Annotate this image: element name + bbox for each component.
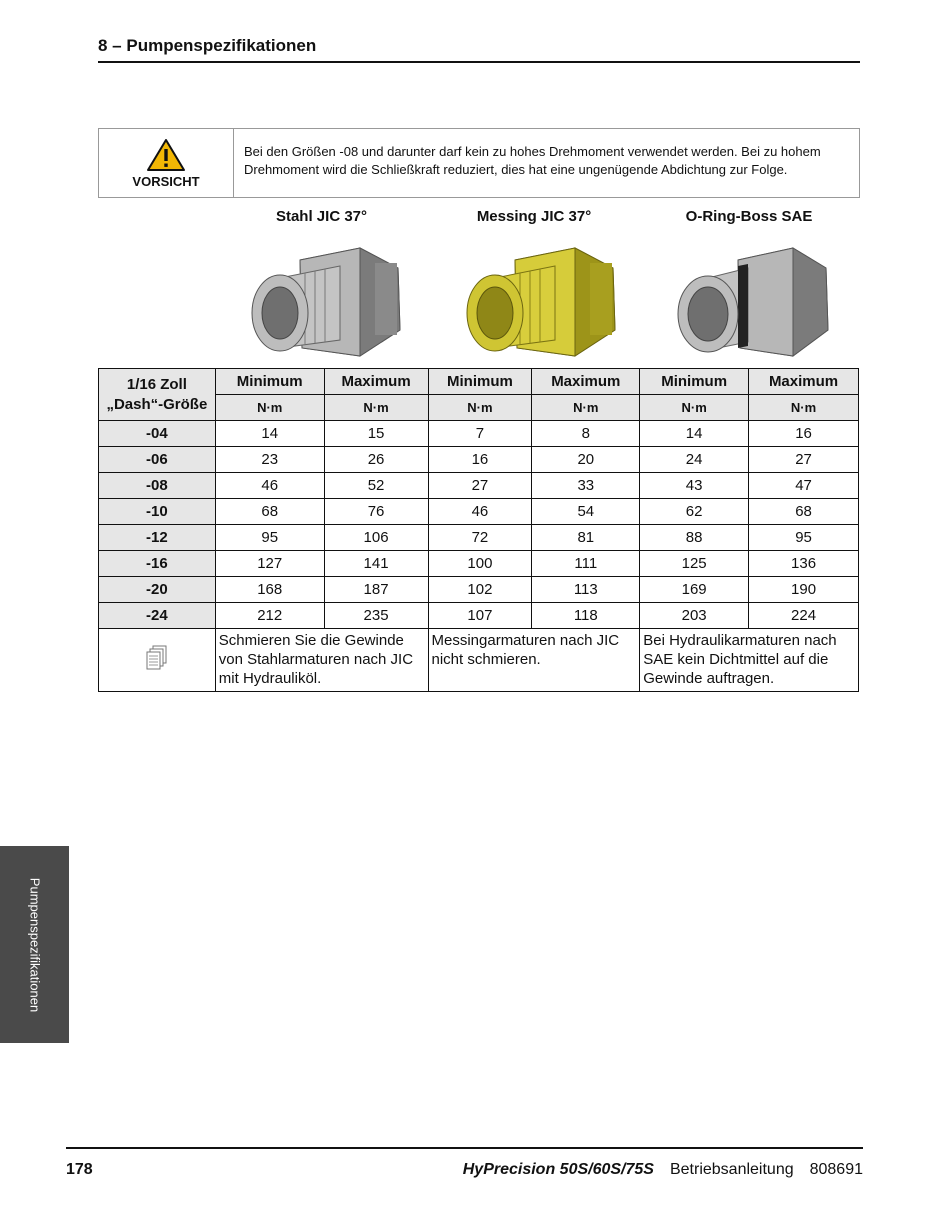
unit-header: N·m [640, 395, 749, 421]
document-stack-icon [146, 645, 168, 671]
page-footer [66, 1147, 863, 1179]
column-title-steel: Stahl JIC 37° [275, 208, 368, 225]
torque-value-cell: 212 [215, 603, 324, 629]
torque-value-cell: 95 [215, 525, 324, 551]
torque-value-cell: 15 [324, 421, 428, 447]
torque-value-cell: 14 [640, 421, 749, 447]
caution-box [98, 128, 860, 198]
dash-size-cell: -06 [99, 447, 216, 473]
document-type: Betriebsanleitung [669, 1161, 794, 1178]
notes-row [99, 629, 859, 692]
dash-size-cell: -20 [99, 577, 216, 603]
torque-value-cell: 224 [749, 603, 859, 629]
min-header: Minimum [215, 369, 324, 395]
table-row [99, 473, 859, 499]
torque-value-cell: 16 [749, 421, 859, 447]
page-number: 178 [66, 1161, 93, 1178]
max-header: Maximum [324, 369, 428, 395]
caution-label: VORSICHT [132, 173, 200, 189]
note-steel: Schmieren Sie die Gewinde von Stahlarmaturen nach JIC mit Hydrauliköl. [215, 629, 428, 692]
column-title-brass: Messing JIC 37° [476, 208, 592, 225]
torque-value-cell: 136 [749, 551, 859, 577]
min-header: Minimum [428, 369, 532, 395]
dash-size-cell: -10 [99, 499, 216, 525]
torque-value-cell: 62 [640, 499, 749, 525]
torque-table [98, 368, 859, 692]
note-oring: Bei Hydraulikarmaturen nach SAE kein Dichtmittel auf die Gewinde auftragen. [640, 629, 859, 692]
page-header: 8 – Pumpenspezifikationen [98, 36, 860, 63]
torque-value-cell: 203 [640, 603, 749, 629]
document-number: 808691 [809, 1161, 863, 1178]
torque-value-cell: 107 [428, 603, 532, 629]
torque-value-cell: 102 [428, 577, 532, 603]
torque-value-cell: 8 [532, 421, 640, 447]
table-row [99, 551, 859, 577]
caution-text: Bei den Größen -08 und darunter darf kein zu hohes Drehmoment verwendet werden. Bei zu hohem Drehmoment wird die Schließkraft reduziert, dies hat eine ungenügende Abdichtung zur Folge. [244, 144, 821, 177]
table-row [99, 577, 859, 603]
max-header: Maximum [532, 369, 640, 395]
side-tab-label: Pumpenspezifikationen [27, 877, 42, 1012]
torque-value-cell: 169 [640, 577, 749, 603]
torque-value-cell: 47 [749, 473, 859, 499]
note-brass: Messingarmaturen nach JIC nicht schmieren. [428, 629, 640, 692]
unit-header: N·m [428, 395, 532, 421]
unit-header: N·m [324, 395, 428, 421]
torque-value-cell: 187 [324, 577, 428, 603]
chapter-side-tab [0, 846, 69, 1043]
torque-value-cell: 190 [749, 577, 859, 603]
dash-size-cell: -12 [99, 525, 216, 551]
torque-value-cell: 46 [215, 473, 324, 499]
torque-value-cell: 106 [324, 525, 428, 551]
dash-size-header-line1: 1/16 Zoll [126, 375, 187, 393]
table-header-row [99, 369, 859, 395]
unit-header: N·m [532, 395, 640, 421]
torque-value-cell: 16 [428, 447, 532, 473]
oring-boss-fitting-image [668, 238, 838, 366]
torque-value-cell: 46 [428, 499, 532, 525]
torque-value-cell: 88 [640, 525, 749, 551]
max-header: Maximum [749, 369, 859, 395]
column-title-oring: O-Ring-Boss SAE [685, 208, 813, 225]
torque-value-cell: 33 [532, 473, 640, 499]
torque-value-cell: 68 [749, 499, 859, 525]
torque-value-cell: 141 [324, 551, 428, 577]
min-header: Minimum [640, 369, 749, 395]
brass-jic-fitting-image [455, 238, 630, 366]
table-row [99, 525, 859, 551]
torque-value-cell: 20 [532, 447, 640, 473]
dash-size-header [99, 369, 216, 421]
torque-value-cell: 111 [532, 551, 640, 577]
torque-value-cell: 118 [532, 603, 640, 629]
table-row [99, 447, 859, 473]
dash-size-cell: -24 [99, 603, 216, 629]
torque-value-cell: 26 [324, 447, 428, 473]
product-name: HyPrecision 50S/60S/75S [462, 1161, 654, 1178]
unit-header: N·m [215, 395, 324, 421]
torque-value-cell: 27 [428, 473, 532, 499]
torque-value-cell: 76 [324, 499, 428, 525]
torque-value-cell: 100 [428, 551, 532, 577]
torque-value-cell: 81 [532, 525, 640, 551]
torque-value-cell: 14 [215, 421, 324, 447]
notes-icon-cell [99, 629, 216, 692]
dash-size-cell: -08 [99, 473, 216, 499]
torque-value-cell: 43 [640, 473, 749, 499]
table-row [99, 421, 859, 447]
steel-jic-fitting-image [240, 238, 415, 366]
torque-value-cell: 27 [749, 447, 859, 473]
torque-value-cell: 235 [324, 603, 428, 629]
torque-value-cell: 23 [215, 447, 324, 473]
unit-header: N·m [749, 395, 859, 421]
torque-value-cell: 68 [215, 499, 324, 525]
torque-value-cell: 72 [428, 525, 532, 551]
torque-value-cell: 52 [324, 473, 428, 499]
torque-value-cell: 7 [428, 421, 532, 447]
torque-value-cell: 127 [215, 551, 324, 577]
torque-value-cell: 24 [640, 447, 749, 473]
warning-triangle-icon [146, 138, 186, 172]
caution-label-cell [99, 129, 234, 197]
dash-size-cell: -16 [99, 551, 216, 577]
torque-value-cell: 95 [749, 525, 859, 551]
torque-value-cell: 54 [532, 499, 640, 525]
table-row [99, 499, 859, 525]
table-row [99, 603, 859, 629]
torque-value-cell: 113 [532, 577, 640, 603]
dash-size-header-line2: „Dash“-Größe [106, 395, 208, 413]
torque-value-cell: 125 [640, 551, 749, 577]
dash-size-cell: -04 [99, 421, 216, 447]
torque-value-cell: 168 [215, 577, 324, 603]
